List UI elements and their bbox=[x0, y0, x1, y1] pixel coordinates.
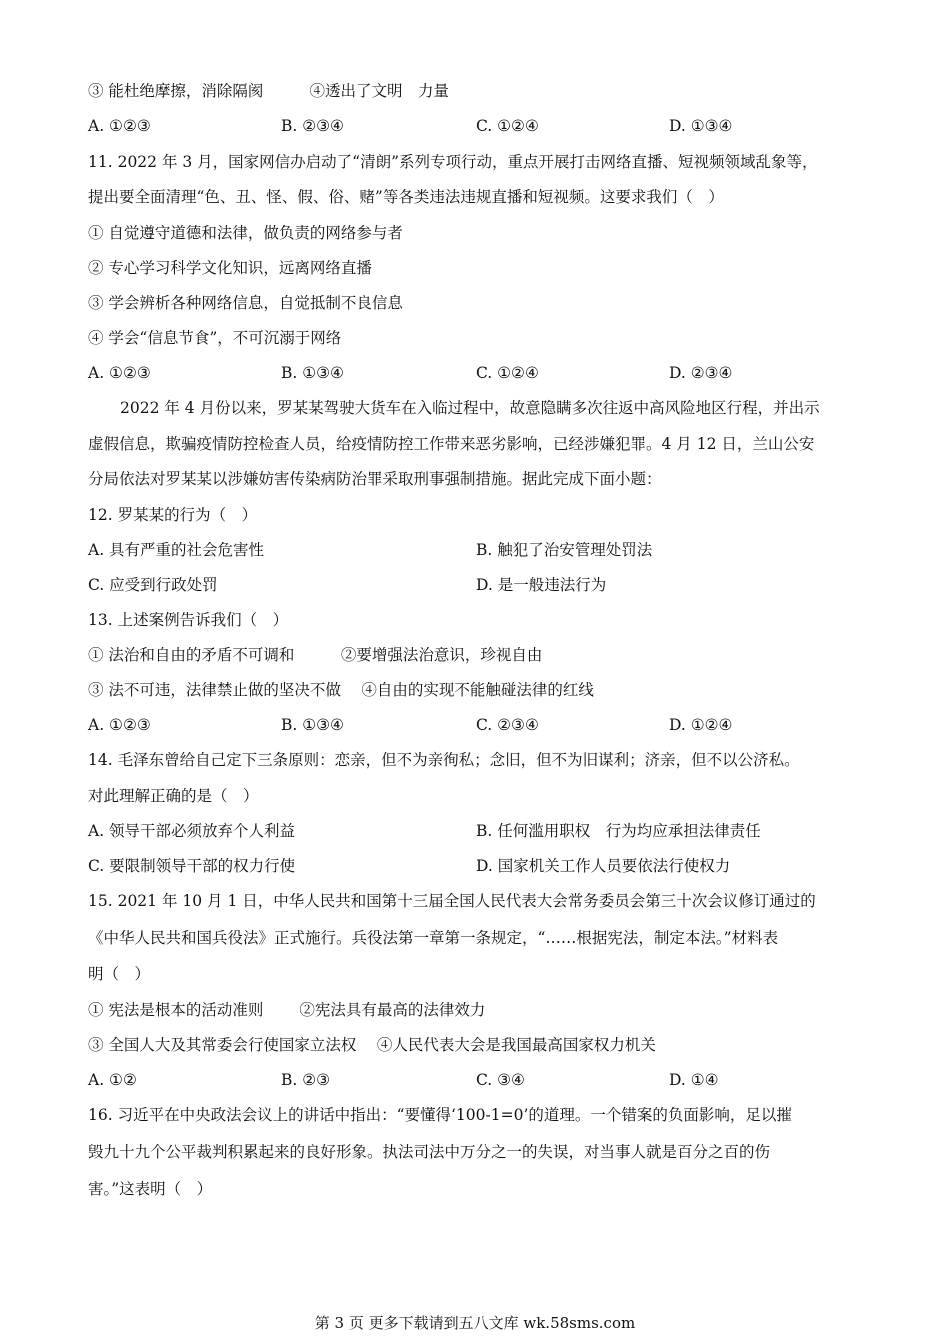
q12-stem: 12. 罗某某的行为（ ） bbox=[88, 506, 258, 524]
q13-stem: 13. 上述案例告诉我们（ ） bbox=[88, 611, 289, 629]
q15-option-c: C. ③④ bbox=[476, 1071, 525, 1089]
q16-stem-line3: 害。”这表明（ ） bbox=[88, 1180, 213, 1198]
q13-option-a: A. ①②③ bbox=[88, 716, 151, 734]
q11-statement-4: ④ 学会“信息节食”，不可沉溺于网络 bbox=[88, 329, 342, 347]
q11-option-d: D. ②③④ bbox=[669, 364, 733, 382]
q13-option-d: D. ①②④ bbox=[669, 716, 733, 734]
q16-stem-line2: 毁九十九个公平裁判积累起来的良好形象。执法司法中万分之一的失误，对当事人就是百分之百的伤 bbox=[88, 1143, 771, 1161]
q14-stem-line1: 14. 毛泽东曾给自己定下三条原则：恋亲，但不为亲徇私；念旧，但不为旧谋利；济亲，但不以公济私。 bbox=[88, 751, 800, 769]
material-line3: 分局依法对罗某某以涉嫌妨害传染病防治罪采取刑事强制措施。据此完成下面小题： bbox=[88, 470, 662, 488]
q13-option-b: B. ①③④ bbox=[281, 716, 344, 734]
q12-option-c: C. 应受到行政处罚 bbox=[88, 576, 218, 594]
q15-statements-12: ① 宪法是根本的活动准则 ②宪法具有最高的法律效力 bbox=[88, 1001, 486, 1019]
q16-stem-line1: 16. 习近平在中央政法会议上的讲话中指出：“要懂得‘100-1=0’的道理。一个错案的负面影响，足以摧 bbox=[88, 1106, 792, 1124]
q15-option-d: D. ①④ bbox=[669, 1071, 719, 1089]
q10-option-d: D. ①③④ bbox=[669, 117, 733, 135]
q10-option-a: A. ①②③ bbox=[88, 117, 151, 135]
q13-option-c: C. ②③④ bbox=[476, 716, 539, 734]
q12-option-d: D. 是一般违法行为 bbox=[476, 576, 607, 594]
q11-option-a: A. ①②③ bbox=[88, 364, 151, 382]
q15-stem-line3: 明（ ） bbox=[88, 965, 151, 983]
q14-option-b: B. 任何滥用职权 行为均应承担法律责任 bbox=[476, 822, 761, 840]
q10-statement-4: ④透出了文明 力量 bbox=[309, 82, 449, 100]
q10-statements bbox=[88, 80, 449, 102]
q10-option-c: C. ①②④ bbox=[476, 117, 539, 135]
q15-statements-34: ③ 全国人大及其常委会行使国家立法权 ④人民代表大会是我国最高国家权力机关 bbox=[88, 1036, 656, 1054]
q13-statements-34: ③ 法不可违，法律禁止做的坚决不做 ④自由的实现不能触碰法律的红线 bbox=[88, 681, 594, 699]
q14-stem-line2: 对此理解正确的是（ ） bbox=[88, 787, 259, 805]
q11-statement-3: ③ 学会辨析各种网络信息，自觉抵制不良信息 bbox=[88, 294, 403, 312]
q14-option-d: D. 国家机关工作人员要依法行使权力 bbox=[476, 857, 731, 875]
q11-option-b: B. ①③④ bbox=[281, 364, 344, 382]
q11-statement-2: ② 专心学习科学文化知识，远离网络直播 bbox=[88, 259, 372, 277]
q11-stem-line1: 11. 2022 年 3 月，国家网信办启动了“清朗”系列专项行动，重点开展打击网络直播、短视频领域乱象等， bbox=[88, 153, 818, 171]
q10-option-b: B. ②③④ bbox=[281, 117, 344, 135]
q10-statement-3: ③ 能杜绝摩擦，消除隔阂 bbox=[88, 82, 264, 100]
q11-stem-line2: 提出要全面清理“色、丑、怪、假、俗、赌”等各类违法违规直播和短视频。这要求我们（ ） bbox=[88, 188, 724, 206]
material-line2: 虚假信息，欺骗疫情防控检查人员，给疫情防控工作带来恶劣影响，已经涉嫌犯罪。4 月 12 日，兰山公安 bbox=[88, 435, 815, 453]
q11-option-c: C. ①②④ bbox=[476, 364, 539, 382]
q15-option-b: B. ②③ bbox=[281, 1071, 331, 1089]
q15-stem-line1: 15. 2021 年 10 月 1 日，中华人民共和国第十三届全国人民代表大会常务委员会第三十次会议修订通过的 bbox=[88, 892, 816, 910]
q14-option-a: A. 领导干部必须放弃个人利益 bbox=[88, 822, 296, 840]
page-footer: 第 3 页 更多下载请到五八文库 wk.58sms.com bbox=[314, 1314, 636, 1332]
material-line1: 2022 年 4 月份以来，罗某某驾驶大货车在入临过程中，故意隐瞒多次往返中高风险地区行程，并出示 bbox=[120, 399, 820, 417]
q13-statements-12: ① 法治和自由的矛盾不可调和 ②要增强法治意识，珍视自由 bbox=[88, 646, 543, 664]
q15-option-a: A. ①② bbox=[88, 1071, 137, 1089]
q11-statement-1: ① 自觉遵守道德和法律，做负责的网络参与者 bbox=[88, 224, 403, 242]
q15-stem-line2: 《中华人民共和国兵役法》正式施行。兵役法第一章第一条规定，“……根据宪法，制定本法。”材料表 bbox=[88, 929, 779, 947]
q12-option-b: B. 触犯了治安管理处罚法 bbox=[476, 541, 653, 559]
q12-option-a: A. 具有严重的社会危害性 bbox=[88, 541, 265, 559]
q14-option-c: C. 要限制领导干部的权力行使 bbox=[88, 857, 296, 875]
